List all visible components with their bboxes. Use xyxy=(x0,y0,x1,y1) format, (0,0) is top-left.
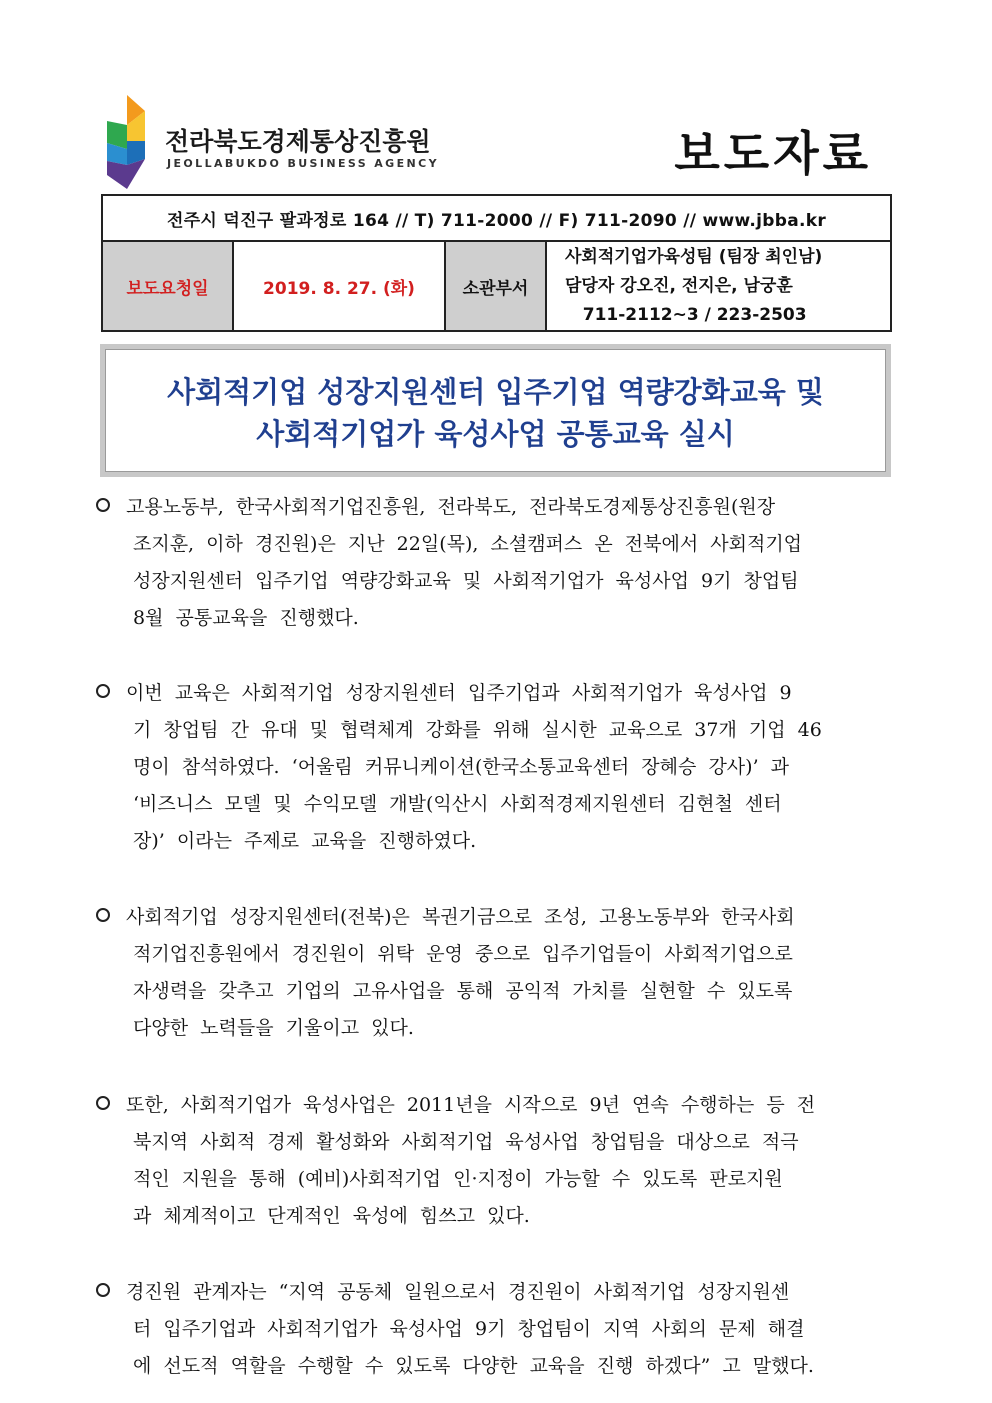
headline-line-2: 사회적기업가 육성사업 공통교육 실시 xyxy=(256,417,735,451)
paragraph-line: 성장지원센터 입주기업 역량강화교육 및 사회적기업가 육성사업 9기 창업팀 xyxy=(133,570,799,592)
circle-bullet-icon xyxy=(96,684,110,698)
department-label: 소관부서 xyxy=(445,241,546,331)
paragraph-line: 또한, 사회적기업가 육성사업은 2011년을 시작으로 9년 연속 수행하는 등 전 xyxy=(126,1094,816,1116)
paragraph-line: ‘비즈니스 모델 및 수익모델 개발(익산시 사회적경제지원센터 김현철 센터 xyxy=(133,793,782,815)
paragraph-4 xyxy=(96,1087,896,1235)
department-info xyxy=(546,241,891,331)
release-info-table xyxy=(101,194,892,332)
paragraph-line: 기 창업팀 간 유대 및 협력체계 강화를 위해 실시한 교육으로 37개 기업 46 xyxy=(133,719,822,741)
agency-logo-icon xyxy=(105,95,155,190)
headline-line-1: 사회적기업 성장지원센터 입주기업 역량강화교육 및 xyxy=(167,375,824,409)
paragraph-2 xyxy=(96,675,896,860)
paragraph-line: 경진원 관계자는 “지역 공동체 일원으로서 경진원이 사회적기업 성장지원센 xyxy=(126,1281,790,1303)
paragraph-line: 명이 참석하였다. ‘어울림 커뮤니케이션(한국소통교육센터 장혜승 강사)’ 과 xyxy=(133,756,790,778)
paragraph-line: 조지훈, 이하 경진원)은 지난 22일(목), 소셜캠퍼스 온 전북에서 사회적기업 xyxy=(133,533,803,555)
department-staff: 담당자 강오진, 전지은, 남궁훈 xyxy=(565,275,793,296)
headline-box xyxy=(100,344,891,477)
press-header xyxy=(105,95,890,195)
paragraph-line: 터 입주기업과 사회적기업가 육성사업 9기 창업팀이 지역 사회의 문제 해결 xyxy=(133,1318,805,1340)
paragraph-line: 과 체계적이고 단계적인 육성에 힘쓰고 있다. xyxy=(133,1205,530,1227)
paragraph-line: 고용노동부, 한국사회적기업진흥원, 전라북도, 전라북도경제통상진흥원(원장 xyxy=(126,496,776,518)
request-date-label: 보도요청일 xyxy=(102,241,233,331)
circle-bullet-icon xyxy=(96,1283,110,1297)
paragraph-line: 북지역 사회적 경제 활성화와 사회적기업 육성사업 창업팀을 대상으로 적극 xyxy=(133,1131,799,1153)
release-detail-row xyxy=(102,241,891,331)
paragraph-line: 8월 공통교육을 진행했다. xyxy=(133,607,359,629)
paragraph-5 xyxy=(96,1274,896,1385)
paragraph-line: 에 선도적 역할을 수행할 수 있도록 다양한 교육을 진행 하겠다” 고 말했다. xyxy=(133,1355,814,1377)
press-release-title: 보도자료 xyxy=(674,127,872,182)
circle-bullet-icon xyxy=(96,908,110,922)
paragraph-line: 다양한 노력들을 기울이고 있다. xyxy=(133,1017,414,1039)
paragraph-line: 적인 지원을 통해 (예비)사회적기업 인·지정이 가능할 수 있도록 판로지원 xyxy=(133,1168,783,1190)
request-date: 2019. 8. 27. (화) xyxy=(233,241,445,331)
paragraph-line: 자생력을 갖추고 기업의 고유사업을 통해 공익적 가치를 실현할 수 있도록 xyxy=(133,980,793,1002)
paragraph-line: 이번 교육은 사회적기업 성장지원센터 입주기업과 사회적기업가 육성사업 9 xyxy=(126,682,792,704)
paragraph-3 xyxy=(96,899,896,1047)
paragraph-line: 사회적기업 성장지원센터(전북)은 복권기금으로 조성, 고용노동부와 한국사회 xyxy=(126,906,795,928)
department-phone: 711-2112~3 / 223-2503 xyxy=(565,304,807,325)
agency-name-korean: 전라북도경제통상진흥원 xyxy=(165,127,431,156)
contact-row xyxy=(102,195,891,241)
circle-bullet-icon xyxy=(96,1096,110,1110)
contact-info: 전주시 덕진구 팔과정로 164 // T) 711-2000 // F) 711-2090 // www.jbba.kr xyxy=(102,195,891,241)
paragraph-line: 적기업진흥원에서 경진원이 위탁 운영 중으로 입주기업들이 사회적기업으로 xyxy=(133,943,793,965)
agency-name-english: JEOLLABUKDO BUSINESS AGENCY xyxy=(167,157,439,170)
circle-bullet-icon xyxy=(96,498,110,512)
paragraph-1 xyxy=(96,489,896,637)
paragraph-line: 장)’ 이라는 주제로 교육을 진행하였다. xyxy=(133,830,477,852)
department-team: 사회적기업가육성팀 (팀장 최인남) xyxy=(565,246,823,267)
